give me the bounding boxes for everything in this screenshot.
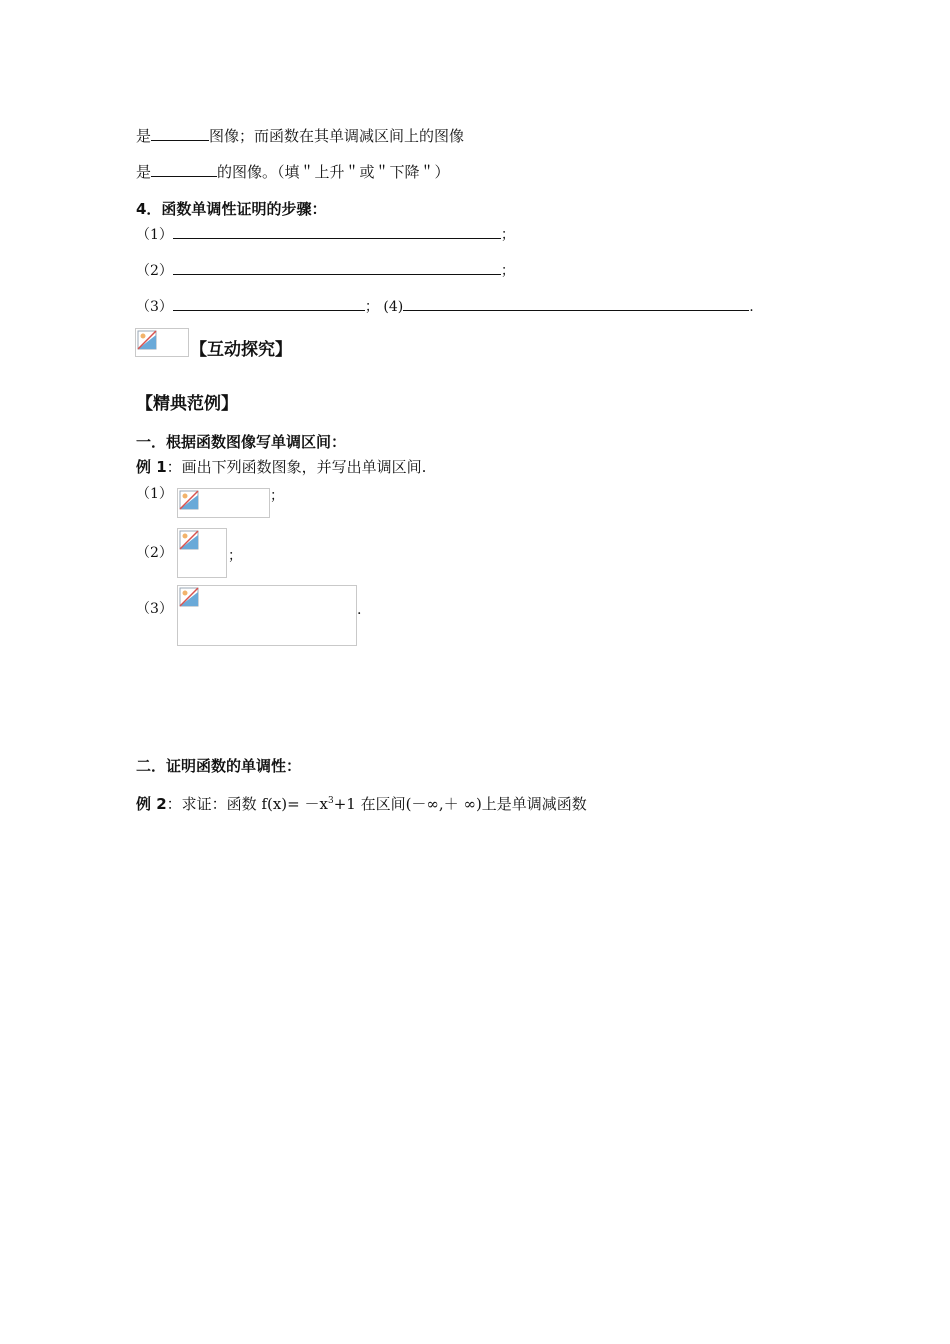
broken-image-icon [179,490,199,510]
step-3-4 [136,296,754,317]
answer-blank[interactable] [173,224,501,239]
fill-line-2-lead: 是 [136,163,152,181]
answer-blank[interactable] [151,126,209,141]
example-1-item-3-end: . [357,602,362,618]
example-1-item-2-label: （2） [136,545,173,561]
broken-image-icon [179,530,199,550]
answer-blank[interactable] [151,162,217,177]
fill-line-1 [136,126,464,146]
step-heading: 4．函数单调性证明的步骤： [136,200,327,218]
broken-image [177,585,357,646]
example-1 [136,457,426,477]
step-end: ； [364,299,379,315]
part1-heading: 一．根据函数图像写单调区间： [136,433,347,451]
example-2-label: 例 2 [136,795,167,813]
example-2 [136,791,587,814]
step-end: ； [500,263,515,279]
answer-blank[interactable] [403,296,749,311]
example-1-item-1-end: ； [270,488,284,504]
step-label: （3） [136,299,173,315]
example-1-item-2-end: ； [228,548,242,564]
fill-line-1-tail: 图像；而函数在其单调减区间上的图像 [209,127,465,145]
broken-image [135,328,189,357]
fill-line-2 [136,162,450,182]
step-label: （2） [136,263,173,279]
example-1-label: 例 1 [136,458,167,476]
step-label: （1） [136,227,173,243]
example-2-post: +1 在区间(－∞,＋ ∞)上是单调减函数 [333,795,587,813]
example-2-pre: ：求证：函数 f(x)= －x [166,795,328,813]
step-label: (4) [383,299,404,315]
step-end: ； [500,227,515,243]
example-1-text: ：画出下列函数图象，并写出单调区间. [166,458,427,476]
step-end: . [749,299,754,315]
fill-line-2-tail: 的图像。（填＂上升＂或＂下降＂） [217,163,450,181]
section-examples-title: 【精典范例】 [136,394,238,414]
step-2 [136,260,515,281]
example-1-item-1-label: （1） [136,486,173,502]
step-1 [136,224,515,245]
part2-heading: 二．证明函数的单调性： [136,757,302,775]
broken-image [177,528,227,578]
example-1-item-3-label: （3） [136,601,173,617]
broken-image-icon [137,330,157,350]
section-interactive-title: 【互动探究】 [190,340,292,360]
broken-image-icon [179,587,199,607]
answer-blank[interactable] [173,296,365,311]
broken-image [177,488,270,518]
answer-blank[interactable] [173,260,501,275]
fill-line-1-lead: 是 [136,127,152,145]
example-2-exponent: 3 [327,796,334,806]
